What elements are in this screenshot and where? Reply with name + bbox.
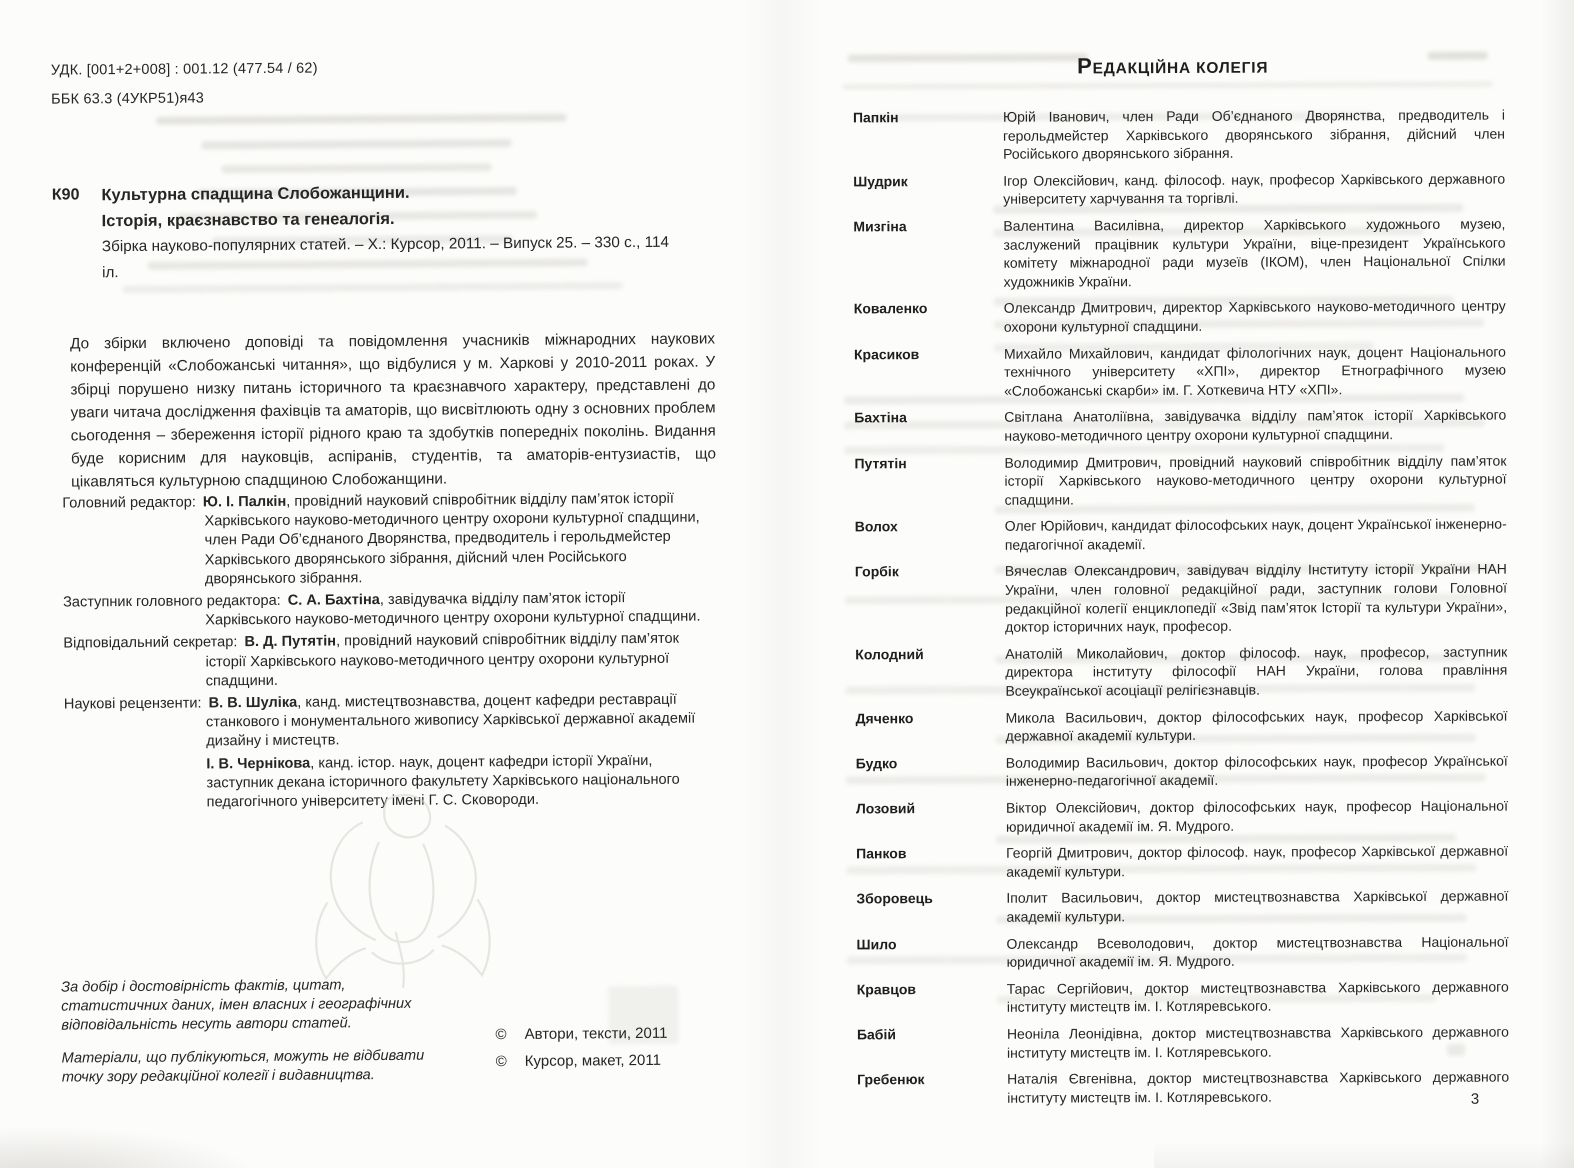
editor-row: [63, 630, 713, 693]
annotation-paragraph: До збірки включено доповіді та повідомлення учасників міжнародних наукових конференцій «Слобожанські читання», що відбулися у м. Харкові у 2010-2011 роках. У збірці порушено низку питань історичного та краєзнавчого характеру, представлені до уваги читача дослідження фахівців та аматорів, що висвітлюють одну з основних проблем сьогодення – збереження історії рідного краю та здобутків попередніх поколінь. Видання буде корисним для науковців, аспіранів, студентів, та аматорів-ентузиастів, що цікавляться культурною спадщиною Слобожанщини.: [69, 330, 716, 491]
member-description: Анатолій Миколайович, доктор філософ. наук, професор, заступник директора інституту філософії НАН України, голова правління Всеукраїнської асоціації релігієзнавців.: [1005, 643, 1508, 699]
member-description: Михайло Михайлович, кандидат філологічних наук, доцент Національного технічного університету «ХПІ», директор Етнографічного музею «Слобожанські скарби» ім. Г. Хоткевича НТУ «ХПІ».: [1003, 343, 1507, 399]
disclaimer-authors: За добір і достовірність фактів, цитат, статистичних даних, імен власних і географічних відповідальність несуть автори статей.: [61, 977, 412, 1034]
book-title-line2: Історія, краєзнавство та генеалогія.: [101, 209, 395, 231]
bbk-code: ББК 63.3 (4УКР51)я43: [51, 90, 205, 108]
member-description: Олександр Всеволодович, доктор мистецтвознавства Національної юридичної академії ім. Я. Мудрого.: [1006, 933, 1509, 970]
member-description: Юрій Іванович, член Ради Об’єднаного Дворянства, предводитель і герольдмейстер Харківського дворянського зібрання, дійсний член Російського дворянського зібрання.: [1002, 106, 1506, 162]
member-description: Володимир Дмитрович, провідний науковий співробітник відділу пам’яток історії Харківського науково-методичного центру охорони культурної спадщини.: [1004, 452, 1507, 508]
member-surname: Шило: [856, 935, 897, 952]
member-surname: Колодний: [855, 645, 924, 663]
bleed-through-artifact: [156, 114, 566, 125]
member-surname: Мизгіна: [853, 218, 907, 235]
editor-row: [64, 690, 714, 753]
member-surname: Панков: [856, 845, 907, 862]
copyright-row: [496, 1047, 668, 1075]
bleed-through-artifact: [222, 163, 492, 173]
board-member-row: [855, 642, 1507, 701]
board-member-row: [853, 215, 1505, 292]
board-member-row: [857, 977, 1509, 1017]
member-description: Віктор Олексійович, доктор філософських наук, професор Національної юридичної академії ім. Я. Мудрого.: [1005, 797, 1508, 835]
copyright-symbol: ©: [495, 1026, 507, 1044]
bibliographic-line: Збірка науково-популярних статей. – Х.: Курсор, 2011. – Випуск 25. – 330 с., 114 іл.: [101, 233, 670, 282]
member-surname: Кравцов: [856, 980, 917, 998]
board-member-row: [857, 1068, 1509, 1108]
member-surname: Будко: [855, 755, 898, 772]
member-surname: Бабій: [856, 1026, 896, 1043]
imprint-page: [26, 37, 747, 1147]
member-description: Іполит Васильович, доктор мистецтвознавства Харківської державної академії культури.: [1006, 887, 1509, 925]
member-surname: Папкін: [852, 109, 899, 126]
member-surname: Дяченко: [855, 709, 914, 727]
board-member-row: [856, 706, 1508, 746]
member-surname: Коваленко: [853, 300, 928, 317]
scan-bottom-edge-shadow: [1154, 1142, 1574, 1168]
board-member-row: [856, 797, 1508, 837]
member-surname: Шудрик: [853, 172, 908, 190]
classification-codes: [51, 55, 318, 115]
editor-description: , провідний науковий співробітник відділу пам’яток історії Харківського науково-методичного центру охорони культурної спадщини, член Ради Об’єднаного Дворянства, предводитель і герольдмейстер Харківського дворянського зібрання, дійсний член Російського дворянського зібрання.: [204, 490, 700, 588]
board-members-list: [853, 106, 1509, 1116]
disclaimer-editorial: Матеріали, що публікуються, можуть не відбивати точку зору редакційної колегії і видавництва.: [61, 1047, 425, 1086]
board-member-row: [854, 297, 1506, 337]
catalog-code: К90: [51, 186, 80, 204]
editors-block: [62, 489, 715, 816]
editor-row: [62, 489, 713, 590]
member-description: Олег Юрійович, кандидат філософських наук, доцент Української інженерно-педагогічної академії.: [1004, 515, 1507, 553]
editor-name: В. В. Шуліка: [208, 694, 298, 712]
editor-role-label: Наукові рецензенти:: [63, 695, 202, 713]
member-surname: Лозовий: [855, 800, 916, 817]
title-block: [101, 178, 682, 287]
member-description: Світлана Анатоліївна, завідувачка відділу пам’яток історії Харківського науково-методичного центру охорони культурної спадщини.: [1004, 406, 1507, 444]
scan-right-edge-shadow: [1540, 0, 1574, 1168]
member-description: Неоніла Леонідівна, доктор мистецтвознавства Харківського державного інституту мистецтв ім. І. Котляревського.: [1006, 1023, 1509, 1061]
editor-name: Ю. І. Палкін: [202, 493, 287, 511]
editor-row: [63, 588, 713, 632]
catalog-entry: [52, 178, 683, 287]
member-description: Ігор Олексійович, канд. філософ. наук, професор Харківського державного університету харчування та торгівлі.: [1003, 170, 1506, 208]
board-member-row: [856, 932, 1508, 972]
member-description: Володимир Васильович, доктор філософських наук, професор Української інженерно-педагогічної академії.: [1005, 752, 1508, 790]
editor-name: І. В. Чернікова: [206, 755, 311, 773]
board-member-row: [853, 169, 1505, 209]
board-member-row: [855, 515, 1507, 555]
member-surname: Гребенюк: [857, 1071, 925, 1088]
member-description: Тарас Сергійович, доктор мистецтвознавства Харківського державного інституту мистецтв ім. І. Котляревського.: [1006, 978, 1509, 1016]
copyright-text: Курсор, макет, 2011: [524, 1051, 661, 1070]
member-surname: Путятін: [854, 454, 907, 471]
editor-name: В. Д. Путятін: [244, 633, 337, 651]
member-description: Микола Васильович, доктор філософських наук, професор Харківської державної академії культури.: [1005, 707, 1508, 744]
disclaimer-block: [61, 976, 440, 1102]
editor-role-label: Заступник головного редактора:: [63, 592, 281, 611]
bleed-through-artifact: [843, 82, 1493, 90]
bleed-through-artifact: [201, 139, 511, 149]
board-member-row: [853, 106, 1505, 165]
member-description: Вячеслав Олександрович, завідувач відділу Інституту історії України НАН України, член головної редакційної ради, заступник голови Головної редакційної колегії енциклопедії «Звід пам’яток Історії та культури України», доктор історичних наук, професор.: [1004, 561, 1508, 635]
member-surname: Зборовець: [856, 890, 933, 907]
page-number: 3: [1470, 1090, 1480, 1108]
page-gutter-shade: [742, 0, 822, 1168]
board-member-row: [857, 1022, 1509, 1062]
copyright-row: [495, 1020, 667, 1048]
member-description: Наталія Євгенівна, доктор мистецтвознавства Харківського державного інституту мистецтв ім. І. Котляревського.: [1007, 1068, 1510, 1106]
member-description: Валентина Василівна, директор Харківського художнього музею, заслужений працівник культури України, віце-президент Українського комітету міжнародної ради музеїв (ІКОМ), член Національної Спілки художників України.: [1003, 215, 1506, 290]
editorial-board-page: [843, 34, 1508, 1149]
editor-description: , завідувачка відділу пам’яток історії Харківського науково-методичного центру охорони культурної спадщини.: [205, 590, 701, 629]
board-member-row: [854, 451, 1506, 510]
page-title: РЕДАКЦІЙНА КОЛЕГІЯ: [1077, 53, 1269, 79]
editor-role-label: Головний редактор:: [62, 494, 196, 512]
member-surname: Горбік: [854, 563, 899, 580]
copyright-block: [495, 1020, 667, 1075]
bleed-through-emblem: [266, 781, 538, 998]
editor-description: , провідний науковий співробітник відділу пам’яток історії Харківського науково-методичного центру охорони культурної спадщини.: [205, 631, 680, 690]
copyright-symbol: ©: [495, 1053, 507, 1071]
board-member-row: [854, 406, 1506, 446]
editor-description: , канд. мистецтвознавства, доцент кафедри реставрації станкового і монументального живопису Харківської державної академії дизайну і мистецтв.: [205, 691, 696, 750]
editor-description: , канд. істор. наук, доцент кафедри історії України, заступник декана історичного факультету Харківського національного педагогічного університету імені Г. С. Сковороди.: [206, 752, 680, 811]
editor-name: С. А. Бахтіна: [287, 592, 380, 609]
board-member-row: [856, 887, 1508, 927]
member-surname: Бахтіна: [854, 409, 907, 426]
member-description: Олександр Дмитрович, директор Харківського науково-методичного центру охорони культурної спадщини.: [1003, 297, 1506, 335]
member-description: Георгій Дмитрович, доктор філософ. наук, професор Харківської державної академії культури.: [1006, 842, 1509, 880]
board-member-row: [856, 751, 1508, 791]
copyright-text: Автори, тексти, 2011: [524, 1024, 668, 1043]
member-surname: Волох: [854, 518, 898, 535]
editor-role-label: Відповідальний секретар:: [63, 634, 238, 652]
board-member-row: [855, 560, 1507, 637]
member-surname: Красиков: [853, 345, 920, 362]
board-member-row: [856, 842, 1508, 882]
book-title-line1: Культурна спадщина Слобожанщини.: [101, 183, 410, 205]
board-member-row: [854, 342, 1506, 401]
udk-code: УДК. [001+2+008] : 001.12 (477.54 / 62): [50, 60, 318, 79]
